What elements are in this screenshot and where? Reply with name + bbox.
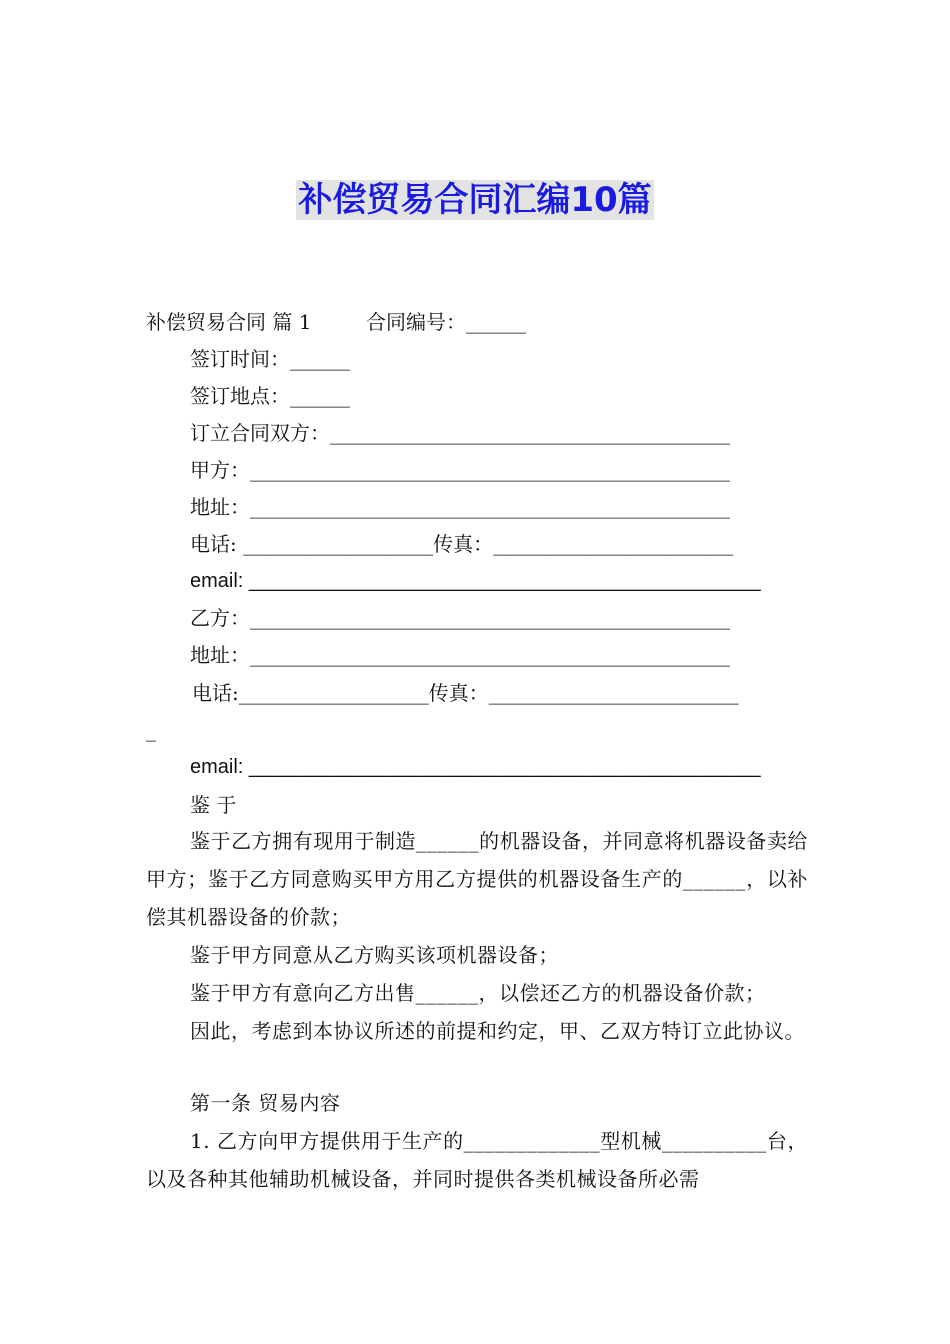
contracting-parties-field: 订立合同双方：________________________________________ <box>190 421 730 445</box>
party-b-phone-fax-field: 电话:___________________传真：_________________________ <box>192 681 739 705</box>
contract-number-field: 合同编号：______ <box>366 310 526 334</box>
party-a-field: 甲方：________________________________________________ <box>190 458 730 482</box>
article-1-heading: 第一条 贸易内容 <box>190 1091 341 1115</box>
article-1-clause-1: 1. 乙方向甲方提供用于生产的_____________型机械__________台，以及各种其他辅助机械设备，并同时提供各类机械设备所必需 <box>146 1129 808 1191</box>
party-b-email-field: email: ______________________________________________ <box>190 756 761 778</box>
whereas-paragraph-3: 鉴于甲方有意向乙方出售______，以偿还乙方的机器设备价款； <box>190 981 766 1005</box>
party-b-address-field: 地址：________________________________________________ <box>190 643 730 667</box>
document-title-text: 补偿贸易合同汇编10篇 <box>298 180 652 220</box>
whereas-heading: 鉴 于 <box>190 793 237 817</box>
party-b-field: 乙方：________________________________________________ <box>190 606 730 630</box>
document-title <box>0 176 950 224</box>
party-a-email-field: email: ______________________________________________ <box>190 570 761 592</box>
therefore-paragraph: 因此，考虑到本协议所述的前提和约定，甲、乙双方特订立此协议。 <box>190 1019 805 1043</box>
whereas-paragraph-1: 鉴于乙方拥有现用于制造______的机器设备，并同意将机器设备卖给甲方；鉴于乙方同意购买甲方用乙方提供的机器设备生产的______，以补偿其机器设备的价款； <box>146 829 808 929</box>
whereas-paragraph-2: 鉴于甲方同意从乙方购买该项机器设备； <box>190 943 559 967</box>
signing-time-field: 签订时间：______ <box>190 347 350 371</box>
party-a-phone-fax-field: 电话: ___________________传真：________________________ <box>190 532 734 556</box>
party-b-phone-fax-overflow: _ <box>146 718 156 742</box>
contract-heading: 补偿贸易合同 篇 1 <box>146 310 312 334</box>
signing-place-field: 签订地点：______ <box>190 384 350 408</box>
party-a-address-field: 地址：________________________________________________ <box>190 495 730 519</box>
